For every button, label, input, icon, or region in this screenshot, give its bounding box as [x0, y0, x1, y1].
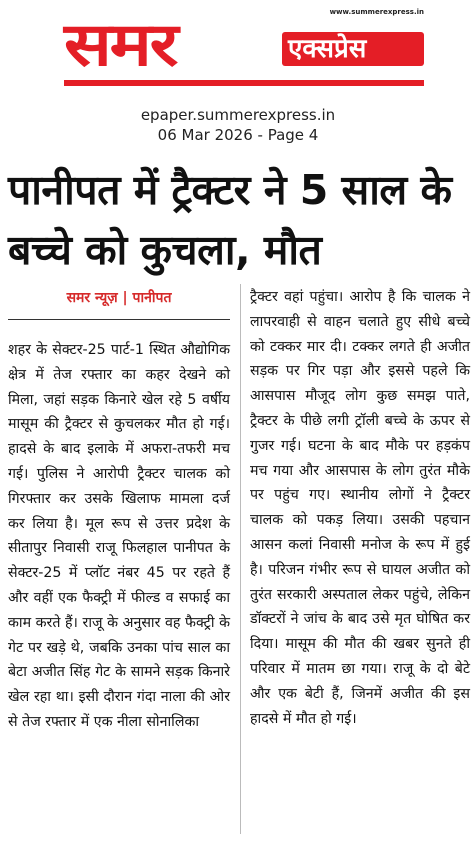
article-right-text: ट्रैक्टर वहां पहुंचा। आरोप है कि चालक ने लापरवाही से वाहन चलाते हुए सीधे बच्चे को टक्कर मार दी। टक्कर लगते ही अजीत सड़क पर गिर पड़ा और इससे पहले कि आसपास मौजूद लोग कुछ समझ पाते, ट्रैक्टर के पीछे लगी ट्रॉली बच्चे के ऊपर से गुजर गई। घटना के बाद मौके पर हड़कंप मच गया और आसपास के लोग तुरंत मौके पर पहुंच गए। स्थानीय लोगों ने ट्रैक्टर चालक को पकड़ लिया। उसकी पहचान आसन कलां निवासी मनोज के रूप में हुई है। परिजन गंभीर रूप से घायल अजीत को तुरंत सरकारी अस्पताल लेकर पहुंचे, लेकिन डॉक्टरों ने जांच के बाद उसे मृत घोषित कर दिया। मासूम की मौत की खबर सुनते ही परिवार में मातम छा गया। राजू के दो बेटे और एक बेटी हैं, जिनमें अजीत की इस हादसे में मौत हो गई।	[250, 289, 470, 727]
article-headline: पानीपत में ट्रैक्टर ने 5 साल के बच्चे को कुचला, मौत	[8, 166, 452, 274]
masthead-rule	[64, 80, 424, 86]
article-column-left	[8, 338, 230, 735]
column-divider	[240, 284, 241, 834]
edition-date-page: 06 Mar 2026 - Page 4	[157, 126, 319, 144]
article-left-text: शहर के सेक्टर-25 पार्ट-1 स्थित औद्योगिक क्षेत्र में तेज रफ्तार का कहर देखने को मिला, जहां सड़क किनारे खेल रहे 5 वर्षीय मासूम की ट्रैक्टर से कुचलकर मौत हो गई। हादसे के बाद इलाके में अफरा-तफरी मच गई। पुलिस ने आरोपी ट्रैक्टर चालक को गिरफ्तार कर उसके खिलाफ मामला दर्ज कर लिया है। मूल रूप से उत्तर प्रदेश के सीतापुर निवासी राजू फिलहाल पानीपत के सेक्टर-25 में प्लॉट नंबर 45 पर रहते हैं और वहीं एक फैक्ट्री में फील्ड व सफाई का काम करते हैं। राजू के अनुसार वह फैक्ट्री के गेट पर खड़े थे, जबकि उनका पांच साल का बेटा अजीत सिंह गेट के सामने सड़क किनारे खेल रहा था। इसी दौरान गंदा नाला की ओर से तेज रफ्तार में एक नीला सोनालिका	[8, 342, 230, 730]
article-column-right	[250, 285, 470, 731]
masthead-title-express: एक्सप्रेस	[288, 34, 367, 64]
edition-site: epaper.summerexpress.in	[140, 106, 336, 124]
masthead-url: www.summerexpress.in	[329, 8, 424, 16]
newspaper-masthead	[64, 6, 424, 90]
article-byline: समर न्यूज़ | पानीपत	[66, 290, 172, 306]
masthead-title-samar: समर	[64, 10, 177, 80]
byline-divider	[8, 319, 230, 320]
